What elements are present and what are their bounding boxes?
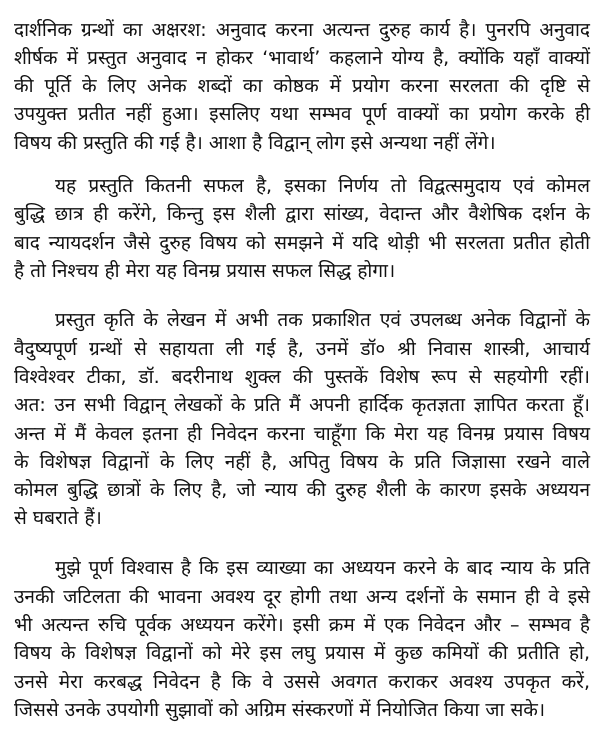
text-line: है तो निश्चय ही मेरा यह विनम्र प्रयास सफल सिद्ध होगा।: [14, 260, 396, 282]
text-line: के विशेषज्ञ विद्वानों के लिए नहीं है, अपितु विषय के प्रति जिज्ञासा रखने वाले: [14, 451, 590, 473]
text-line: विषय की प्रस्तुति की गई है। आशा है विद्वान् लोग इसे अन्यथा नहीं लेंगे।: [14, 132, 496, 154]
text-line: अत: उन सभी विद्वान् लेखकों के प्रति मैं अपनी हार्दिक कृतज्ञता ज्ञापित करता हूँ।: [14, 394, 590, 416]
text-line: से घबराते हैं।: [14, 507, 102, 529]
text-line: शीर्षक में प्रस्तुत अनुवाद न होकर ‘भावार्थ’ कहलाने योग्य है, क्योंकि यहाँ वाक्यों: [14, 47, 590, 69]
text-line: की पूर्ति के लिए अनेक शब्दों का कोष्ठक में प्रयोग करना सरलता की दृष्टि से: [14, 75, 590, 97]
text-line: भी अत्यन्त रुचि पूर्वक अध्ययन करेंगे। इसी क्रम में एक निवेदन और – सम्भव है: [14, 614, 590, 636]
text-line: अन्त में मैं केवल इतना ही निवेदन करना चाहूँगा कि मेरा यह विनम्र प्रयास विषय: [14, 423, 590, 445]
text-line: बुद्धि छात्र ही करेंगे, किन्तु इस शैली द्वारा सांख्य, वेदान्त और वैशेषिक दर्शन के: [14, 203, 590, 225]
text-line: विषय के विशेषज्ञ विद्वानों को मेरे इस लघु प्रयास में कुछ कमियों की प्रतीति हो,: [14, 642, 590, 664]
text-line: जिससे उनके उपयोगी सुझावों को अग्रिम संस्करणों में नियोजित किया जा सके।: [14, 699, 546, 721]
text-line: कोमल बुद्धि छात्रों के लिए है, जो न्याय की दुरुह शैली के कारण इसके अध्ययन: [14, 479, 590, 501]
text-line: विश्वेश्वर टीका, डॉ. बदरीनाथ शुक्ल की पुस्तकें विशेष रूप से सहयोगी रहीं।: [14, 366, 590, 388]
text-line: दार्शनिक ग्रन्थों का अक्षरश: अनुवाद करना अत्यन्त दुरुह कार्य है। पुनरपि अनुवाद: [14, 19, 590, 41]
text-line: बाद न्यायदर्शन जैसे दुरुह विषय को समझने में यदि थोड़ी भी सरलता प्रतीत होती: [14, 232, 590, 254]
text-line: मुझे पूर्ण विश्वास है कि इस व्याख्या का अध्ययन करने के बाद न्याय के प्रति: [55, 557, 590, 579]
text-line: यह प्रस्तुति कितनी सफल है, इसका निर्णय तो विद्वत्समुदाय एवं कोमल: [55, 175, 590, 197]
text-line: वैदुष्यपूर्ण ग्रन्थों से सहायता ली गई है, उनमें डॉ० श्री निवास शास्त्री, आचार्य: [14, 338, 590, 360]
text-line: उनकी जटिलता की भावना अवश्य दूर होगी तथा अन्य दर्शनों के समान ही वे इसे: [14, 586, 590, 608]
text-line: प्रस्तुत कृति के लेखन में अभी तक प्रकाशित एवं उपलब्ध अनेक विद्वानों के: [55, 309, 590, 331]
text-line: उनसे मेरा करबद्ध निवेदन है कि वे उससे अवगत कराकर अवश्य उपकृत करें,: [14, 671, 590, 693]
text-line: उपयुक्त प्रतीत नहीं हुआ। इसलिए यथा सम्भव पूर्ण वाक्यों का प्रयोग करके ही: [14, 103, 590, 125]
